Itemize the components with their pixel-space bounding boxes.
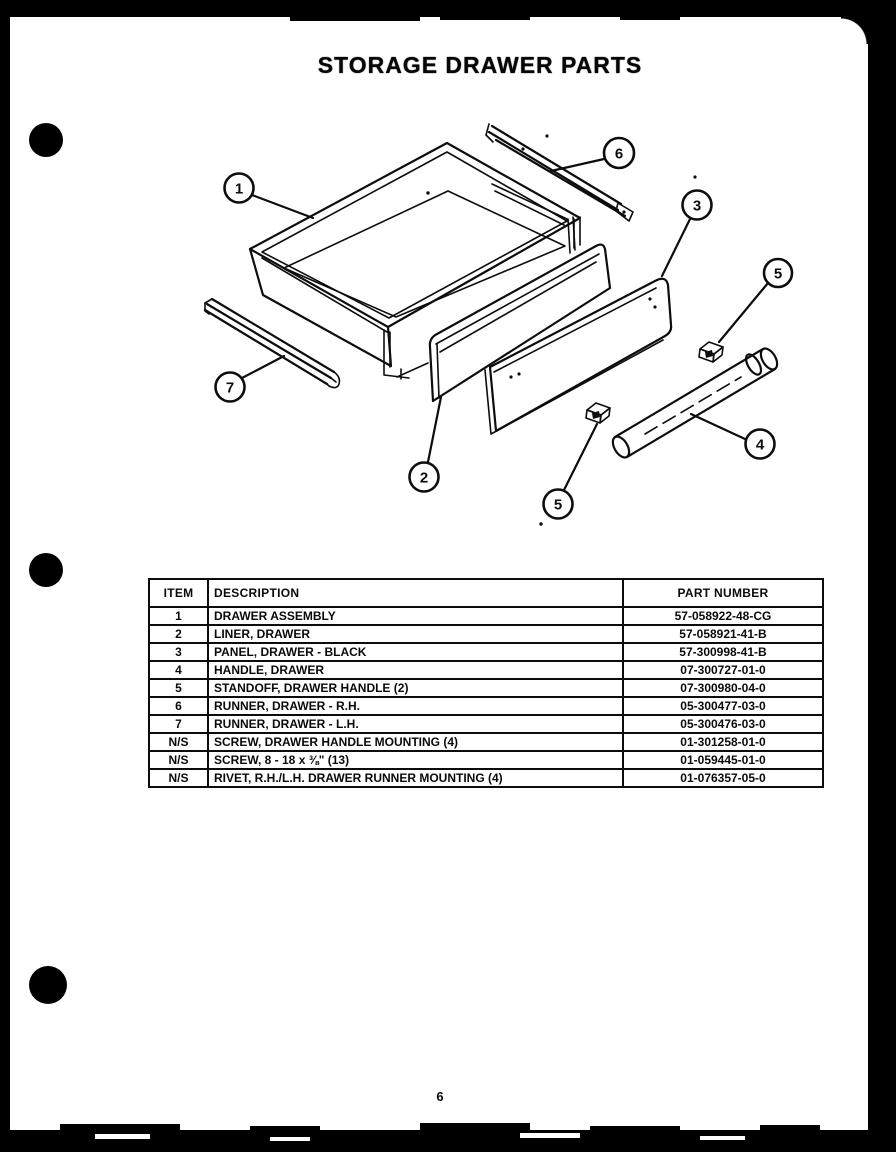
callout-5-bottom: [544, 424, 598, 519]
cell-description: LINER, DRAWER: [208, 625, 623, 643]
binder-hole: [29, 966, 67, 1004]
cell-description: SCREW, DRAWER HANDLE MOUNTING (4): [208, 733, 623, 751]
table-row: [149, 733, 823, 751]
scan-artifact: [95, 1134, 150, 1139]
cell-item: 5: [149, 679, 208, 697]
cell-item: 3: [149, 643, 208, 661]
table-row: [149, 697, 823, 715]
scan-artifact: [760, 1125, 820, 1131]
scan-artifact: [420, 1123, 530, 1131]
page-title: STORAGE DRAWER PARTS: [317, 52, 643, 78]
callout-7: [216, 356, 285, 402]
scan-artifact: [520, 1133, 580, 1138]
table-row: [149, 607, 823, 625]
drawer-assembly-drawing: [250, 143, 580, 379]
cell-description: RUNNER, DRAWER - L.H.: [208, 715, 623, 733]
cell-part-number: 05-300476-03-0: [623, 715, 823, 733]
scan-artifact: [700, 1136, 745, 1140]
svg-text:2: 2: [419, 469, 429, 487]
cell-item: 2: [149, 625, 208, 643]
cell-part-number: 01-076357-05-0: [623, 769, 823, 787]
table-row: [149, 643, 823, 661]
cell-description: RUNNER, DRAWER - R.H.: [208, 697, 623, 715]
header-item: ITEM: [149, 579, 208, 607]
standoff-bottom-drawing: [586, 403, 610, 423]
page-number: 6: [436, 1089, 444, 1104]
cell-part-number: 07-300727-01-0: [623, 661, 823, 679]
cell-item: N/S: [149, 733, 208, 751]
svg-text:5: 5: [773, 265, 783, 283]
callout-2: [410, 397, 442, 492]
svg-text:6: 6: [614, 145, 624, 163]
cell-item: 7: [149, 715, 208, 733]
scan-artifact: [590, 1126, 680, 1131]
header-description: DESCRIPTION: [208, 579, 623, 607]
cell-description: RIVET, R.H./L.H. DRAWER RUNNER MOUNTING (4): [208, 769, 623, 787]
cell-description: DRAWER ASSEMBLY: [208, 607, 623, 625]
cell-part-number: 57-300998-41-B: [623, 643, 823, 661]
table-row: [149, 751, 823, 769]
cell-part-number: 05-300477-03-0: [623, 697, 823, 715]
callout-5-right: [719, 259, 792, 342]
svg-text:1: 1: [234, 180, 244, 198]
exploded-parts-diagram: [0, 0, 896, 560]
callout-3: [662, 191, 712, 277]
cell-item: N/S: [149, 769, 208, 787]
callout-6: [551, 138, 634, 171]
cell-description: HANDLE, DRAWER: [208, 661, 623, 679]
table-row: [149, 715, 823, 733]
svg-text:7: 7: [225, 379, 235, 397]
cell-item: N/S: [149, 751, 208, 769]
scan-artifact: [250, 1126, 320, 1131]
callout-1: [225, 174, 314, 219]
cell-description: SCREW, 8 - 18 x ⅜" (13): [208, 751, 623, 769]
svg-text:4: 4: [755, 436, 765, 454]
svg-text:5: 5: [553, 496, 563, 514]
standoff-right-drawing: [699, 342, 723, 362]
table-row: [149, 679, 823, 697]
cell-item: 1: [149, 607, 208, 625]
cell-description: PANEL, DRAWER - BLACK: [208, 643, 623, 661]
cell-part-number: 01-301258-01-0: [623, 733, 823, 751]
cell-part-number: 01-059445-01-0: [623, 751, 823, 769]
cell-description: STANDOFF, DRAWER HANDLE (2): [208, 679, 623, 697]
cell-part-number: 07-300980-04-0: [623, 679, 823, 697]
liner-drawing: [430, 184, 610, 401]
table-row: [149, 769, 823, 787]
cell-item: 4: [149, 661, 208, 679]
table-row: [149, 625, 823, 643]
svg-text:3: 3: [692, 197, 702, 215]
scan-artifact: [270, 1137, 310, 1141]
header-part-number: PART NUMBER: [623, 579, 823, 607]
scan-artifact: [60, 1124, 180, 1131]
parts-table: [148, 578, 824, 788]
cell-part-number: 57-058922-48-CG: [623, 607, 823, 625]
cell-part-number: 57-058921-41-B: [623, 625, 823, 643]
table-header-row: [149, 579, 823, 607]
callout-4: [691, 414, 775, 459]
table-row: [149, 661, 823, 679]
cell-item: 6: [149, 697, 208, 715]
parts-table-body: [149, 607, 823, 787]
